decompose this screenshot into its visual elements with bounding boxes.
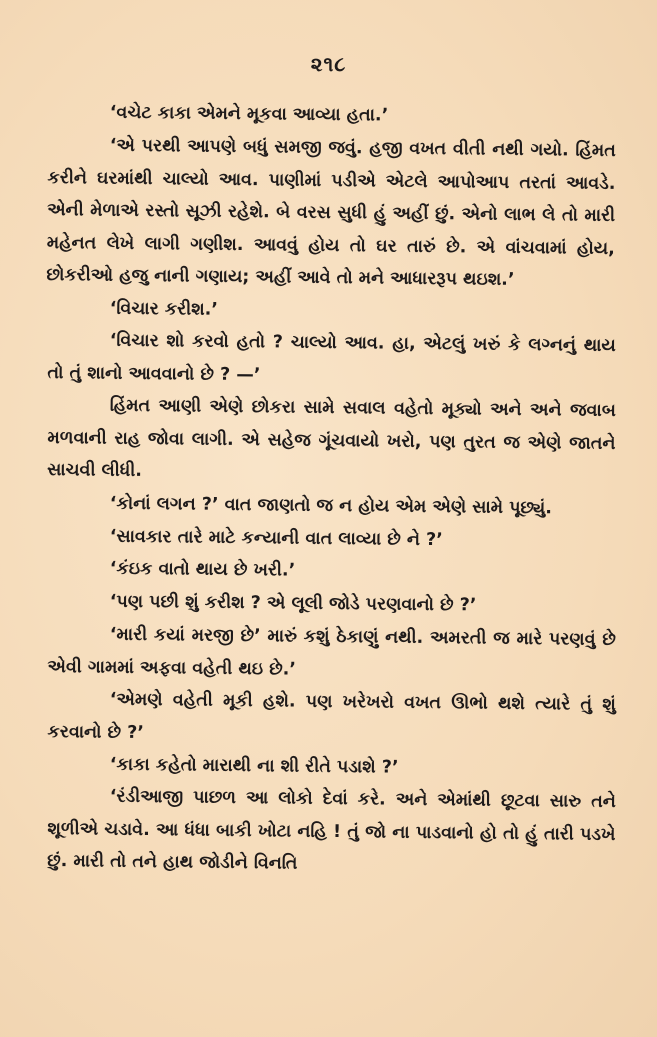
paragraph: ‘વચેટ કાકા એમને મૂકવા આવ્યા હતા.’ — [109, 102, 389, 126]
paragraph: ‘કોનાં લગન ?’ વાત જાણતો જ ન હોય એમ એણે સામે પૂછ્યું. — [109, 493, 553, 519]
paragraph: ‘મારી કયાં મરજી છે’ મારું કશું ઠેકાણું નથી. અમરતી જ મારે પરણવું છે એવી ગામમાં અફવા વહેતી થઇ છે.’ — [47, 624, 616, 679]
paragraph: હિંમત આણી એણે છોકરા સામે સવાલ વહેતો મૂક્યો અને અને જવાબ મળવાની રાહ જોવા લાગી. એ સહેજ ગૂંચવાયો ખરો, પણ તુરત જ એણે જાતને સાચવી લીધી. — [47, 395, 616, 482]
paragraph: ‘વિચાર શો કરવો હતો ? ચાલ્યો આવ. હા, એટલું ખરું કે લગ્નનું થાય તો તું શાનો આવવાનો છે ? —’ — [47, 330, 616, 385]
paragraph: ‘કંઇક વાતો થાય છે ખરી.’ — [109, 558, 296, 581]
paragraph: ‘વિચાર કરીશ.’ — [109, 298, 219, 320]
paragraph: ‘એ પરથી આપણે બધું સમજી જવું. હજી વખત વીતી નથી ગયો. હિંમત કરીને ઘરમાંથી ચાલ્યો આવ. પાણીમાં પડીએ એટલે આપોઆપ તરતાં આવડે. એની મેળાએ રસ્તો સૂઝી રહેશે. બે વરસ સુધી હું અહીં છું. એનો લાભ લે તો મારી મહેનત લેખે લાગી ગણીશ. આવવું હોય તો ઘર તારું છે. એ વાંચવામાં હોય, છોકરીઓ હજુ નાની ગણાય; અહીં આવે તો મને આધારરૂપ થઇશ.’ — [46, 135, 616, 290]
paragraph: ‘એમણે વહેતી મૂકી હશે. પણ ખરેખરો વખત ઊભો થશે ત્યારે તું શું કરવાનો છે ?’ — [47, 689, 616, 743]
paragraph: ‘કાકા કહેતો મારાથી ના શી રીતે પડાશે ?’ — [109, 754, 399, 778]
page-number: ૨૧૮ — [310, 52, 347, 76]
paragraph: ‘સાવકાર તારે માટે કન્યાની વાત લાવ્યા છે ને ?’ — [109, 526, 443, 550]
paragraph: ‘પણ પછી શું કરીશ ? એ લૂલી જોડે પરણવાનો છે ?’ — [109, 591, 477, 616]
page-text-body — [48, 96, 616, 878]
paragraph: ‘રંડીઆજી પાછળ આ લોકો દેવાં કરે. અને એમાંથી છૂટવા સારુ તને શૂળીએ ચડાવે. આ ધંધા બાકી ખોટા નહિ ! તું જો ના પાડવાનો હો તો હું તારી પડખે છું. મારી તો તને હાથ જોડીને વિનતિ — [47, 787, 616, 875]
